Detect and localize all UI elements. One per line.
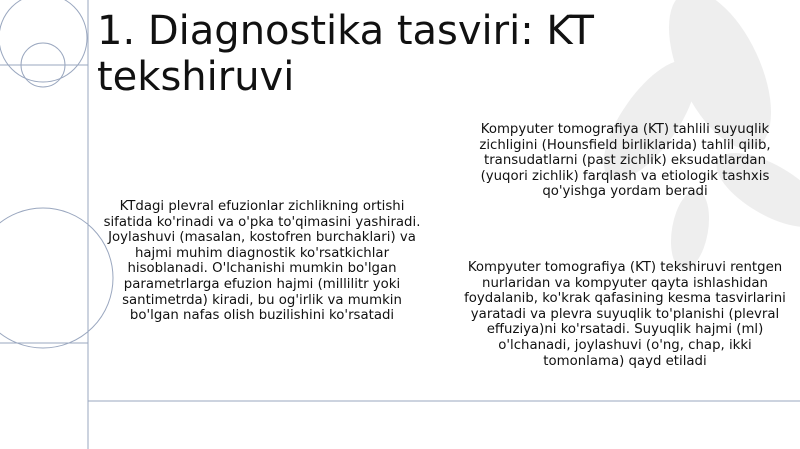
paragraph-right-bottom: Kompyuter tomografiya (KT) tekshiruvi rentgen nurlaridan va kompyuter qayta ishlashidan foydalanib, ko'krak qafasining kesma tasvirlarini yaratadi va plevra suyuqlik to'planishi (plevral effuziya)ni ko'rsatadi. Suyuqlik hajmi (ml) o'lchanadi, joylashuvi (o'ng, chap, ikki tomonlama) qayd etiladi (464, 260, 786, 369)
slide-title: 1. Diagnostika tasviri: KT tekshiruvi (97, 8, 594, 100)
paragraph-right-top: Kompyuter tomografiya (KT) tahlili suyuqlik zichligini (Hounsfield birliklarida) tahlil qilib, transudatlarni (past zichlik) eksudatlardan (yuqori zichlik) farqlash va etiologik tashxis qo'yishga yordam beradi (479, 122, 771, 200)
paragraph-left: KTdagi plevral efuzionlar zichlikning ortishi sifatida ko'rinadi va o'pka to'qimasini yashiradi. Joylashuvi (masalan, kostofren burchaklari) va hajmi muhim diagnostik ko'rsatkichlar hisoblanadi. O'lchanishi mumkin bo'lgan parametrlarga efuzion hajmi (millilitr yoki santimetrda) kiradi, bu og'irlik va mumkin bo'lgan nafas olish buzilishini ko'rsatadi (103, 199, 421, 324)
